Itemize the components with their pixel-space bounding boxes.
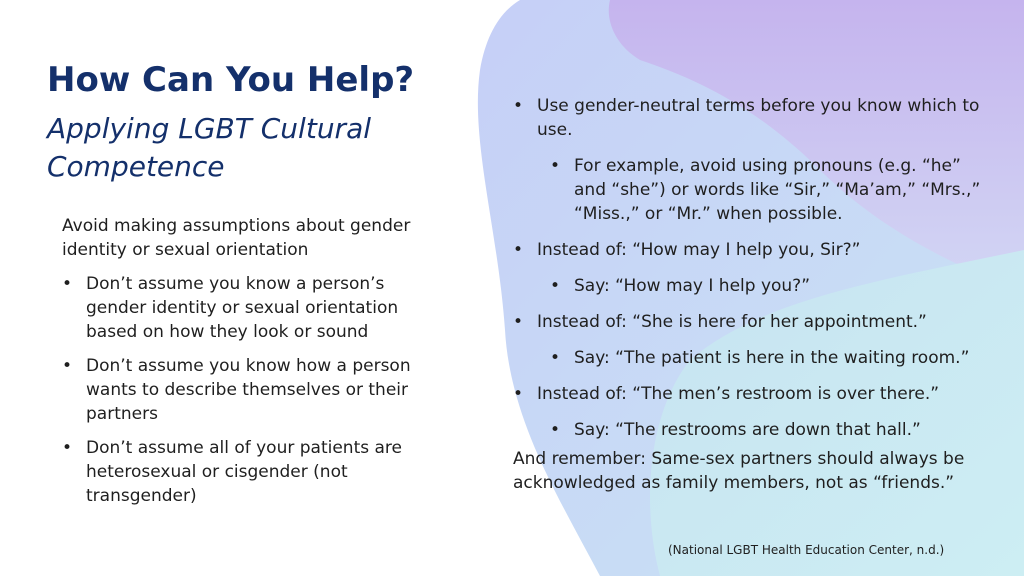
left-bullet-item [62,272,437,344]
citation: (National LGBT Health Education Center, n.d.) [668,543,945,557]
bullet-icon: • [62,356,73,376]
bullet-icon: • [513,96,524,116]
right-bullet-text: Use gender-neutral terms before you know which to use. [537,96,980,140]
right-bullet-text: Instead of: “How may I help you, Sir?” [537,240,861,260]
bullet-icon: • [550,156,561,176]
left-bullet-text: Don’t assume you know a person’s gender identity or sexual orientation based on how they look or sound [86,274,399,342]
slide-title: How Can You Help? [47,60,415,100]
left-bullet-text: Don’t assume you know how a person wants to describe themselves or their partners [86,356,411,424]
right-bullet-text: Say: “The patient is here in the waiting room.” [574,348,970,368]
right-bullet-item [513,94,983,142]
right-bullet-item [513,238,983,262]
closing-note: And remember: Same-sex partners should always be acknowledged as family members, not as “friends.” [513,449,965,493]
right-sub-bullet-item [550,346,983,370]
bullet-icon: • [513,384,524,404]
left-bullet-item [62,354,437,426]
right-bullet-item [513,382,983,406]
right-column [513,94,983,454]
left-bullet-text: Don’t assume all of your patients are heterosexual or cisgender (not transgender) [86,438,403,506]
right-bullet-text: Instead of: “The men’s restroom is over there.” [537,384,940,404]
right-sub-bullet-item [550,418,983,442]
bullet-icon: • [513,312,524,332]
bullet-icon: • [62,274,73,294]
bullet-icon: • [62,438,73,458]
right-bullet-text: Instead of: “She is here for her appointment.” [537,312,927,332]
right-bullet-item [513,310,983,334]
left-bullet-item [62,436,437,508]
bullet-icon: • [550,348,561,368]
bullet-icon: • [513,240,524,260]
right-bullet-text: For example, avoid using pronouns (e.g. “he” and “she”) or words like “Sir,” “Ma’am,” “Mrs.,” “Miss.,” or “Mr.” when possible. [574,156,981,224]
bullet-icon: • [550,276,561,296]
left-intro: Avoid making assumptions about gender identity or sexual orientation [62,216,411,260]
right-sub-bullet-item [550,154,983,226]
bullet-icon: • [550,420,561,440]
right-sub-bullet-item [550,274,983,298]
right-bullet-list [513,94,983,442]
right-bullet-text: Say: “How may I help you?” [574,276,811,296]
slide-subtitle: Applying LGBT Cultural Competence [47,112,372,183]
left-bullet-list [62,272,437,508]
right-bullet-text: Say: “The restrooms are down that hall.” [574,420,921,440]
left-column [62,214,437,518]
